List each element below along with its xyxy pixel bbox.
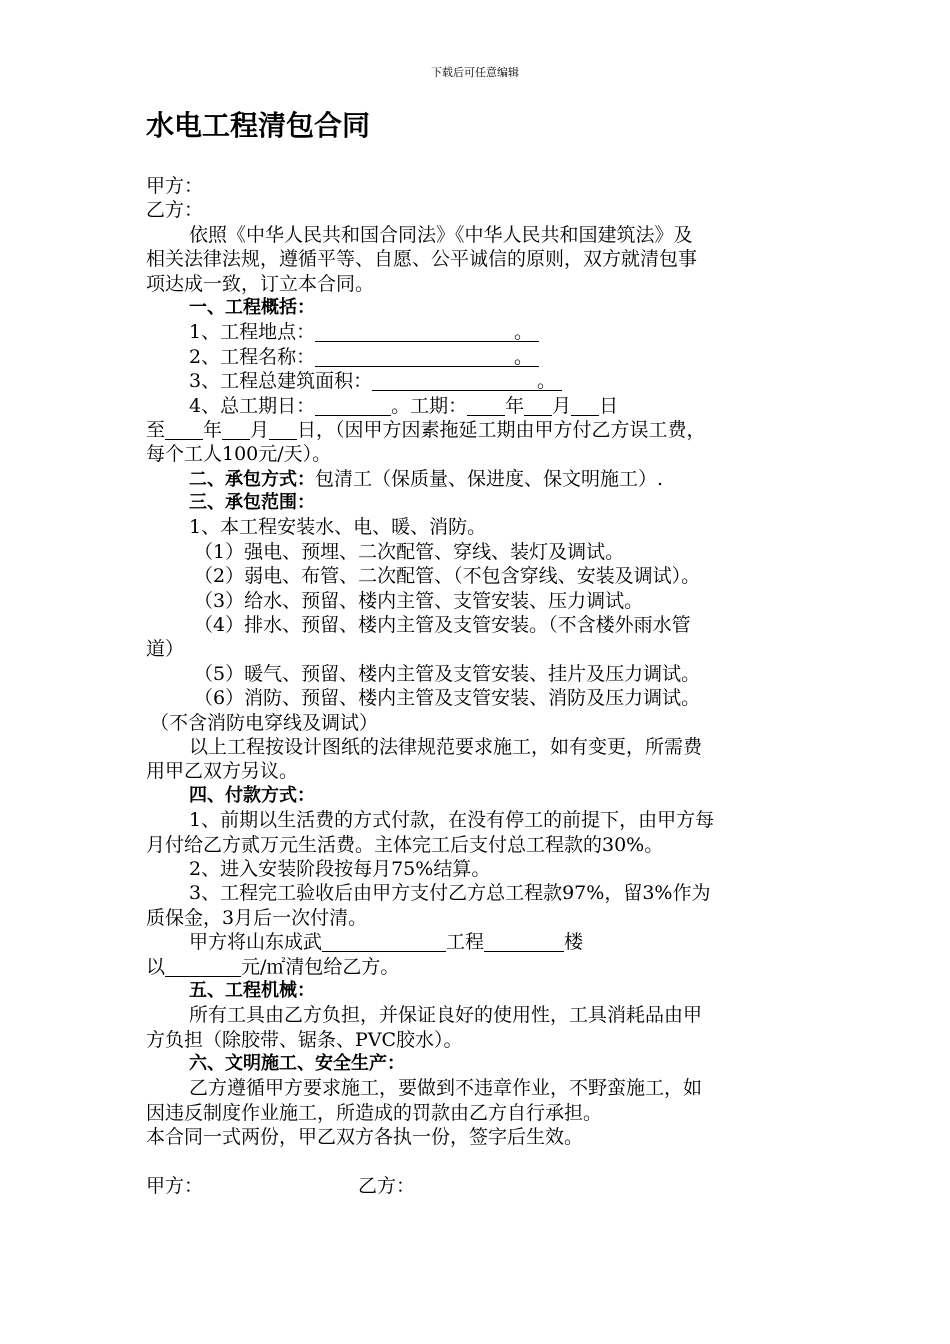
days-blank [315,394,391,416]
to-label: 至 [146,418,166,441]
project-location-line [146,320,812,344]
contract-price-line [146,955,812,979]
field-label: 2、工程名称： [189,345,316,368]
signature-line [146,1174,812,1198]
scope-item: （6）消防、预留、楼内主管及支管安装、消防及压力调试。 [194,687,701,710]
building-blank [484,930,564,952]
year-label: 年 [505,394,525,417]
start-month-blank [524,394,552,416]
price-text: 元/㎡清包给乙方。 [241,955,400,978]
scope-item: （5）暖气、预留、楼内主管及支管安装、挂片及压力调试。 [194,662,701,685]
end-month-blank [222,418,250,440]
price-text: 以 [146,955,166,978]
contract-price-line [146,930,812,954]
month-label: 月 [250,418,270,441]
start-year-blank [467,394,505,416]
payment-item: 2、进入安装阶段按每月75%结算。 [189,857,491,880]
machinery-text: 方负担（除胶带、锯条、PVC胶水）。 [146,1028,463,1051]
price-text: 工程 [446,931,485,954]
year-label: 年 [203,418,223,441]
price-text: 楼 [564,931,584,954]
signature-party-a: 甲方： [146,1174,204,1197]
machinery-text: 所有工具由乙方负担，并保证良好的使用性，工具消耗品由甲 [189,1004,703,1027]
closing-text: 本合同一式两份，甲乙双方各执一份，签字后生效。 [146,1126,584,1149]
delay-clause: 日，（因甲方因素拖延工期由甲方付乙方误工费， [297,418,706,441]
contract-mode-line [146,467,812,491]
field-label: 。工期： [391,394,468,417]
field-label: 4、总工期日： [189,394,316,417]
scope-item: （4）排水、预留、楼内主管及支管安装。（不含楼外雨水管 [194,614,691,637]
scope-item: 道） [146,638,185,661]
project-period-end-line [146,418,812,442]
page-header: 下载后可任意编辑 [431,66,519,79]
unit-price-blank [165,955,241,977]
scope-note: 用甲乙双方另议。 [146,760,299,783]
end-year-blank [165,418,203,440]
payment-item: 1、前期以生活费的方式付款，在没有停工的前提下，由甲方每 [189,809,715,832]
contract-mode-text: 包清工（保质量、保进度、保文明施工）. [315,467,664,490]
day-label: 日 [599,394,619,417]
section-heading: 四、付款方式： [189,784,315,806]
scope-note: 以上工程按设计图纸的法律规范要求施工，如有变更，所需费 [189,735,703,758]
party-a-line: 甲方： [146,175,204,197]
scope-item: （1）强电、预埋、二次配管、穿线、装灯及调试。 [194,540,625,563]
section-heading: 一、工程概括： [189,296,315,318]
payment-item: 质保金，3月后一次付清。 [146,906,368,929]
field-label: 1、工程地点： [189,321,316,344]
section-heading: 三、承包范围： [189,492,315,514]
period-mark: 。 [514,345,534,368]
area-blank [372,369,562,391]
signature-party-b: 乙方： [358,1174,416,1197]
scope-item: 1、本工程安装水、电、暖、消防。 [189,516,487,539]
scope-item: （3）给水、预留、楼内主管、支管安装、压力调试。 [194,589,644,612]
start-day-blank [571,394,599,416]
section-heading: 六、文明施工、安全生产： [189,1053,405,1075]
end-day-blank [269,418,297,440]
section-heading: 五、工程机械： [189,979,315,1001]
document-title: 水电工程清包合同 [146,109,371,142]
name-blank [315,345,539,367]
scope-item: （不含消防电穿线及调试） [150,711,379,734]
intro-line: 相关法律法规，遵循平等、自愿、公平诚信的原则，双方就清包事 [146,248,698,271]
party-b-line: 乙方： [146,199,204,222]
intro-line: 依照《中华人民共和国合同法》《中华人民共和国建筑法》及 [189,223,693,246]
price-text: 甲方将山东成武 [189,931,323,954]
period-mark: 。 [537,370,557,393]
section-heading: 二、承包方式： [189,468,315,490]
safety-text: 因违反制度作业施工，所造成的罚款由乙方自行承担。 [146,1101,603,1124]
project-period-line [146,394,812,418]
payment-item: 月付给乙方贰万元生活费。主体完工后支付总工程款的30%。 [146,833,664,856]
payment-item: 3、工程完工验收后由甲方支付乙方总工程款97%，留3%作为 [189,882,711,905]
location-blank [315,320,539,342]
safety-text: 乙方遵循甲方要求施工，要做到不违章作业，不野蛮施工，如 [189,1077,703,1100]
project-blank [322,930,446,952]
field-label: 3、工程总建筑面积： [189,370,373,393]
project-name-line [146,345,812,369]
delay-rate-line: 每个工人100元/天）。 [146,443,332,466]
project-area-line [146,369,812,393]
month-label: 月 [552,394,572,417]
contract-body [146,174,812,1198]
scope-item: （2）弱电、布管、二次配管、（不包含穿线、安装及调试）。 [194,565,701,588]
intro-line: 项达成一致，订立本合同。 [146,272,375,295]
period-mark: 。 [514,321,534,344]
